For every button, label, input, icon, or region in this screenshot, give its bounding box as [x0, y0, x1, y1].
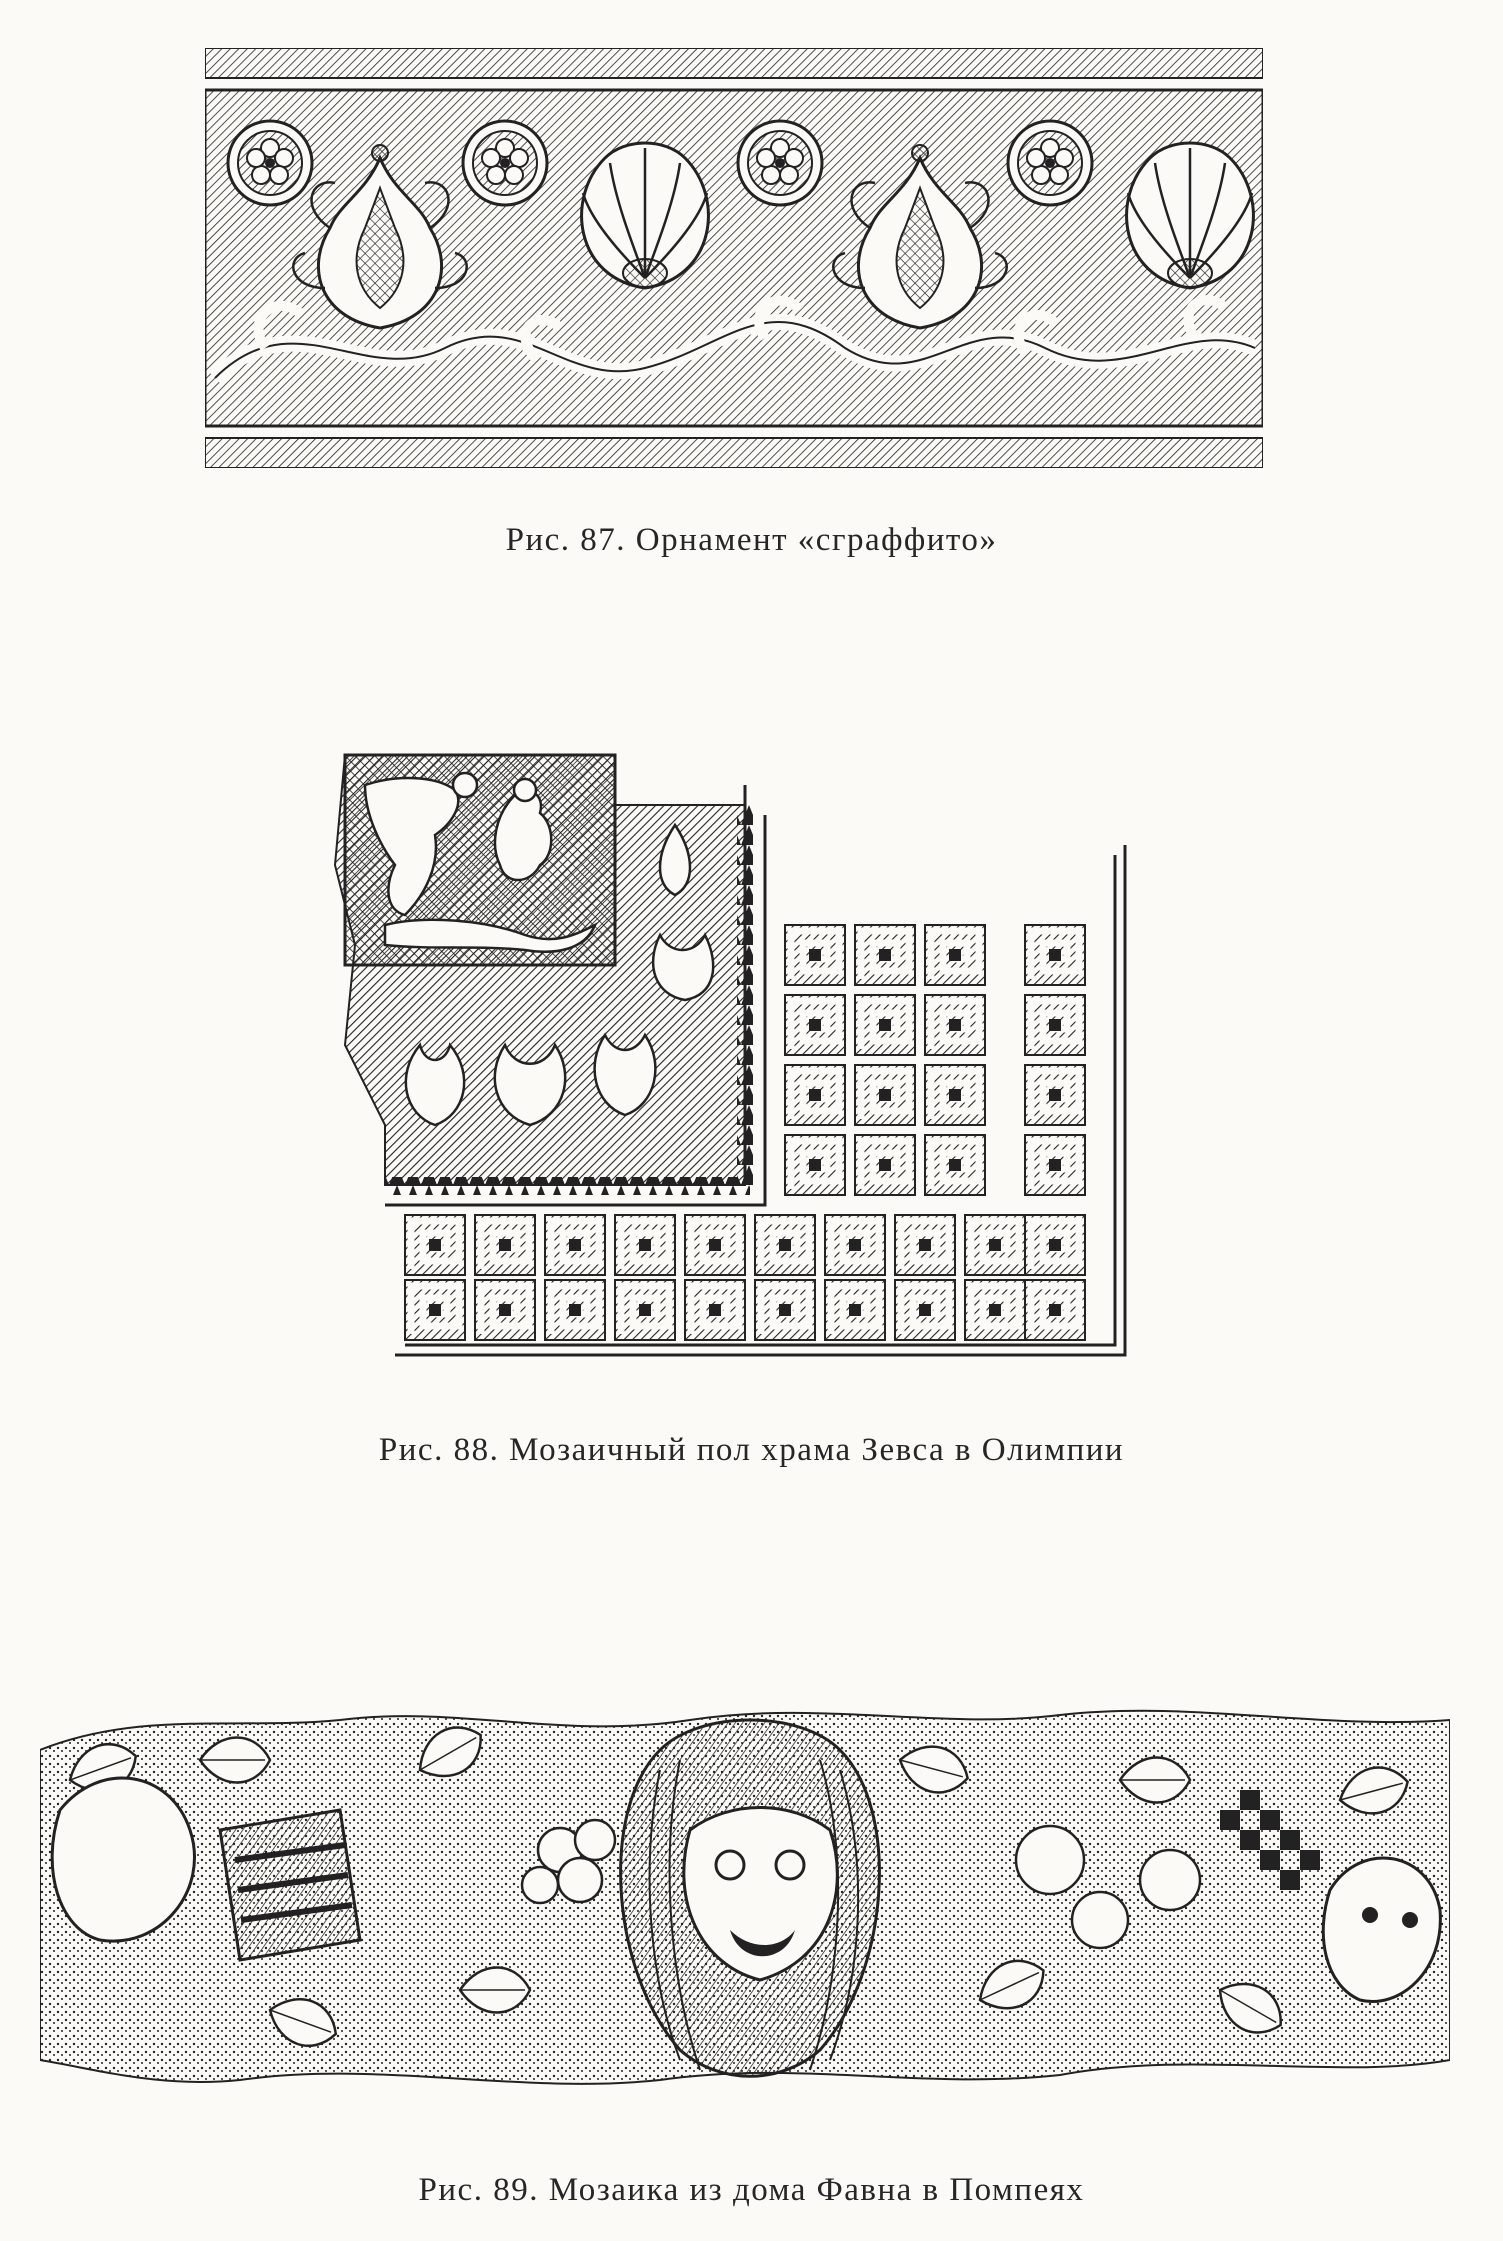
mosaic-floor-illustration [325, 745, 1150, 1405]
figure-88-caption: Рис. 88. Мозаичный пол храма Зевса в Олимпии [378, 1432, 1125, 1468]
figure-87-caption: Рис. 87. Орнамент «сграффито» [505, 522, 998, 558]
sgraffito-ornament-illustration [205, 48, 1263, 468]
figure-89-caption: Рис. 89. Мозаика из дома Фавна в Помпеях [418, 2172, 1085, 2208]
faun-house-mosaic-illustration [40, 1690, 1450, 2090]
